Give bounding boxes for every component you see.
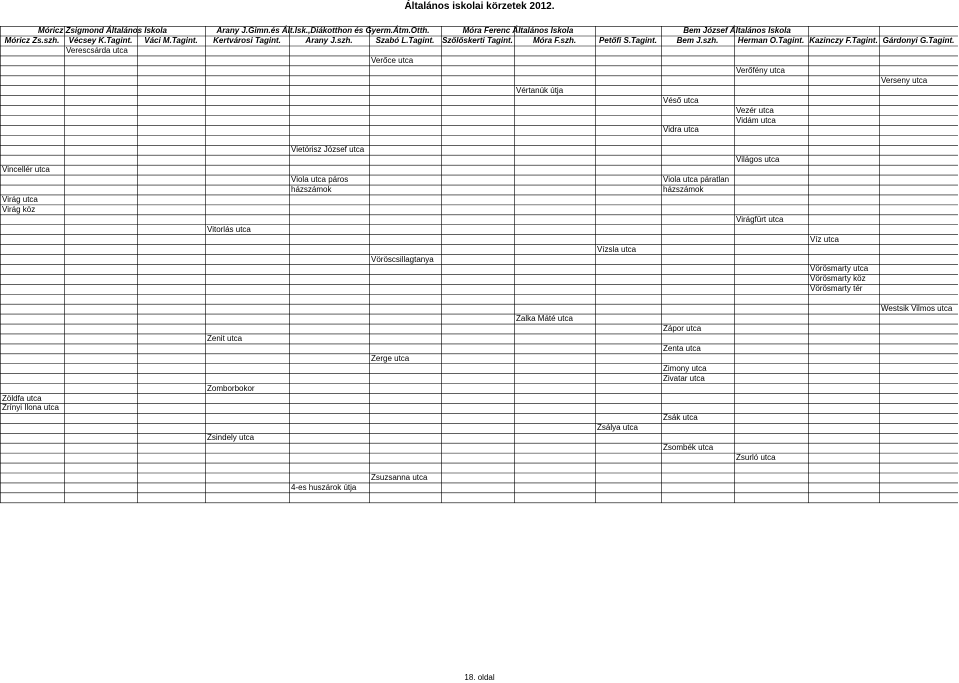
street-cell: Világos utca (736, 155, 780, 165)
street-cell: Véső utca (663, 95, 699, 105)
street-cell: Zsák utca (663, 413, 698, 423)
tagint-header: Petőfi S.Tagint. (599, 36, 657, 45)
street-cell: Zsurló utca (736, 453, 776, 463)
street-cell: 4-es huszárok útja (291, 482, 357, 492)
tagint-header: Vécsey K.Tagint. (68, 36, 133, 45)
street-cell: Zsálya utca (597, 423, 638, 433)
street-cell: Vízsla utca (597, 244, 637, 254)
street-cell: Viola utca páratlan (663, 175, 730, 185)
tagint-header: Kertvárosi Tagint. (213, 36, 281, 45)
street-cell: Zenta utca (663, 343, 701, 353)
tagint-header: Móra F.szh. (532, 36, 577, 45)
street-cell: Vidra utca (663, 125, 699, 135)
street-cell: Virág köz (2, 204, 36, 214)
school-header: Móricz Zsigmond Általános Iskola (38, 26, 167, 35)
street-cell: Vincellér utca (2, 165, 50, 175)
tagint-header: Móricz Zs.szh. (4, 36, 60, 45)
street-cell: Vöröscsillagtanya (371, 254, 434, 264)
school-header: Bem József Általános Iskola (683, 26, 791, 35)
page-title: Általános iskolai körzetek 2012. (404, 1, 555, 12)
tagint-header: Váci M.Tagint. (144, 36, 198, 45)
street-cell: Zsuzsanna utca (371, 472, 428, 482)
street-cell: házszámok (291, 185, 332, 195)
street-cell: Víz utca (810, 234, 839, 244)
street-cell: Vidám utca (736, 115, 776, 125)
street-cell: Virágfürt utca (736, 214, 784, 224)
tagint-header: Herman O.Tagint. (737, 36, 805, 45)
street-cell: Zimony utca (663, 363, 707, 373)
street-cell: Vietórisz József utca (291, 145, 365, 155)
street-cell: Virág utca (2, 194, 38, 204)
school-header: Móra Ferenc Általános Iskola (462, 26, 574, 35)
street-cell: Zrínyi Ilona utca (2, 403, 59, 413)
street-cell: Zivatar utca (663, 373, 705, 383)
tagint-header: Kazinczy F.Tagint. (809, 36, 878, 45)
street-cell: Zalka Máté utca (516, 314, 573, 324)
street-cell: házszámok (663, 185, 704, 195)
tagint-header: Szőlőskerti Tagint. (442, 36, 513, 45)
tagint-header: Bem J.szh. (676, 36, 719, 45)
street-cell: Vezér utca (736, 105, 774, 115)
street-cell: Vitorlás utca (207, 224, 251, 234)
school-header: Arany J.Gimn.és Ált.Isk.,Diákotthon és Gyerm.Átm.Otth. (216, 26, 430, 35)
street-cell: Westsik Vilmos utca (881, 304, 953, 314)
street-cell: Verescsárda utca (66, 46, 128, 55)
street-cell: Zsindely utca (207, 433, 255, 443)
street-cell: Vörösmarty köz (810, 274, 866, 284)
street-cell: Verőce utca (371, 55, 414, 65)
street-cell: Zsombék utca (663, 443, 714, 453)
tagint-header: Szabó L.Tagint. (375, 36, 435, 45)
street-cell: Verseny utca (881, 75, 928, 85)
page-number: 18. oldal (464, 673, 495, 682)
street-cell: Vörösmarty tér (810, 284, 863, 294)
street-cell: Zerge utca (371, 353, 410, 363)
tagint-header: Gárdonyi G.Tagint. (882, 36, 955, 45)
street-cell: Zöldfa utca (2, 393, 42, 403)
tagint-header: Arany J.szh. (305, 36, 353, 45)
street-cell: Zápor utca (663, 324, 702, 334)
street-cell: Vértanúk útja (516, 85, 564, 95)
street-cell: Viola utca páros (291, 175, 349, 185)
street-cell: Zomborbokor (207, 383, 255, 393)
street-cell: Vörösmarty utca (810, 264, 869, 274)
street-cell: Zenit utca (207, 333, 243, 343)
street-cell: Verőfény utca (736, 65, 785, 75)
